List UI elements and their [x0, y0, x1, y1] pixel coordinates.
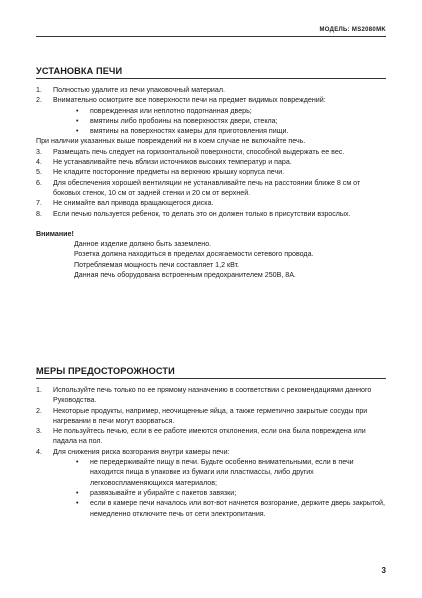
- model-label: МОДЕЛЬ: MS2080MK: [319, 27, 386, 33]
- bullet-item: [36, 488, 386, 498]
- bullet-icon: •: [76, 488, 79, 497]
- item-text: Не устанавливайте печь вблизи источников высоких температур и пара.: [53, 158, 292, 167]
- item-text: Не снимайте вал привода вращающегося диска.: [53, 199, 214, 208]
- bullet-item: [36, 116, 386, 126]
- bullet-icon: •: [76, 127, 79, 136]
- section-body: [36, 385, 386, 519]
- bullet-icon: •: [76, 106, 79, 115]
- list-item: [36, 385, 386, 406]
- warning-line: Потребляемая мощность печи составляет 1,2 кВт.: [74, 260, 240, 269]
- section-title: МЕРЫ ПРЕДОСТОРОЖНОСТИ: [36, 366, 386, 379]
- list-item: [36, 157, 386, 167]
- item-number: 7.: [36, 199, 42, 208]
- item-number: 1.: [36, 386, 42, 394]
- list-item: [36, 209, 386, 219]
- warning-line: Розетка должна находиться в пределах досягаемости сетевого провода.: [74, 250, 314, 259]
- page-number: 3: [381, 566, 386, 575]
- bullet-text: не передерживайте пищу в печи. Будьте особенно внимательными, если в печи находится пища в упаковке из бумаги или пластмассы, либо других легковоспламеняющихся материалов;: [90, 458, 354, 487]
- bullet-text: поврежденная или неплотно подогнанная дверь;: [90, 106, 252, 115]
- item-number: 1.: [36, 86, 42, 94]
- item-text: Для обеспечения хорошей вентиляции не устанавливайте печь на расстоянии ближе 8 см от боковых стенок, 10 см от задней стенки и 20 см от верхней.: [53, 178, 361, 197]
- item-text: Некоторые продукты, например, неочищенные яйца, а также герметично закрытые сосуды при нагревании в печи могут взорваться.: [53, 406, 368, 425]
- damage-note: При наличии указанных выше повреждений ни в коем случае не включайте печь.: [36, 137, 306, 146]
- bullet-text: вмятины на поверхностях камеры для приготовления пищи.: [90, 127, 289, 136]
- warning-line: Данное изделие должно быть заземлено.: [74, 240, 212, 249]
- bullet-item: [36, 498, 386, 519]
- list-item: [36, 95, 386, 105]
- item-text: Полностью удалите из печи упаковочный материал.: [53, 86, 225, 94]
- list-item: [36, 426, 386, 447]
- item-number: 2.: [36, 96, 42, 105]
- bullet-text: развязывайте и убирайте с пакетов завязки;: [90, 488, 237, 497]
- warning-line: Данная печь оборудована встроенным предохранителем 250В, 8А.: [74, 271, 296, 280]
- bullet-text: вмятины либо пробоины на поверхностях двери, стекла;: [90, 116, 278, 125]
- bullet-item: [36, 457, 386, 488]
- item-number: 4.: [36, 447, 42, 456]
- item-number: 3.: [36, 147, 42, 156]
- item-number: 6.: [36, 178, 42, 187]
- item-text: Внимательно осмотрите все поверхности печи на предмет видимых повреждений:: [53, 96, 326, 105]
- item-number: 5.: [36, 168, 42, 177]
- bullet-item: [36, 126, 386, 136]
- warning-title: Внимание!: [36, 229, 74, 238]
- bullet-icon: •: [76, 116, 79, 125]
- item-text: Размещать печь следует на горизонтальной поверхности, способной выдержать ее вес.: [53, 147, 345, 156]
- section-installation: [36, 66, 386, 280]
- item-text: Не пользуйтесь печью, если в ее работе имеются отклонения, если она была повреждена или падала на пол.: [53, 427, 366, 446]
- list-item: [36, 447, 386, 457]
- item-number: 8.: [36, 209, 42, 218]
- item-text: Не кладите посторонние предметы на верхнюю крышку корпуса печи.: [53, 168, 285, 177]
- list-item: [36, 178, 386, 199]
- bullet-item: [36, 106, 386, 116]
- item-number: 2.: [36, 406, 42, 415]
- item-number: 4.: [36, 158, 42, 167]
- list-item: [36, 85, 386, 95]
- section-body: [36, 85, 386, 280]
- list-item: [36, 198, 386, 208]
- section-title: УСТАНОВКА ПЕЧИ: [36, 66, 386, 79]
- section-precautions: [36, 366, 386, 519]
- header-rule: [36, 36, 386, 37]
- list-item: [36, 147, 386, 157]
- item-number: 3.: [36, 427, 42, 436]
- item-text: Используйте печь только по ее прямому назначению в соответствии с рекомендациями данного Руководства.: [53, 386, 372, 405]
- bullet-icon: •: [76, 458, 79, 467]
- list-item: [36, 167, 386, 177]
- bullet-text: если в камере печи началось или вот-вот начнется возгорание, держите дверь закрытой, немедленно отключите печь от сети электропитания.: [90, 499, 385, 518]
- bullet-icon: •: [76, 499, 79, 508]
- item-text: Для снижения риска возгорания внутри камеры печи:: [53, 447, 230, 456]
- item-text: Если печью пользуется ребенок, то делать это он должен только в присутствии взрослых.: [53, 209, 351, 218]
- list-item: [36, 406, 386, 427]
